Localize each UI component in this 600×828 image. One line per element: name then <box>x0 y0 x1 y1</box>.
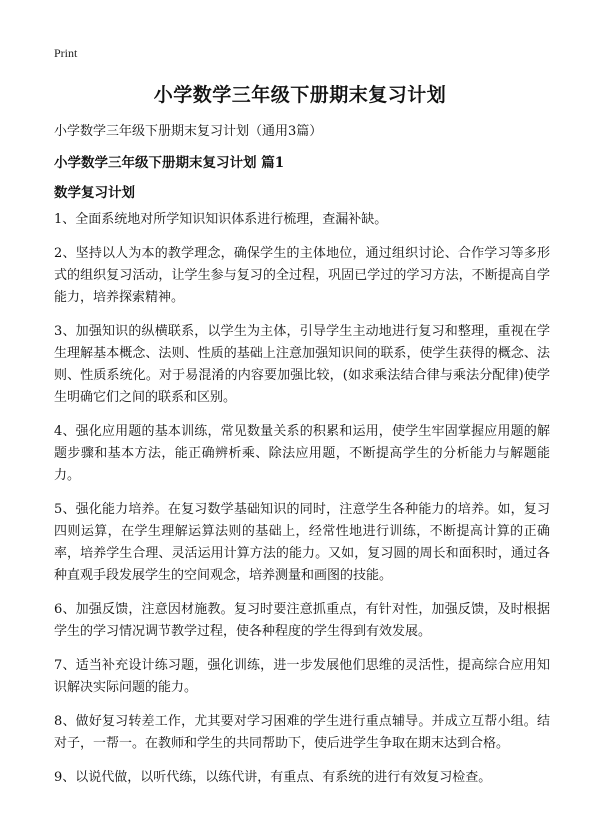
plan-item-5: 5、强化能力培养。在复习数学基础知识的同时，注意学生各种能力的培养。如，复习四则运算，在学生理解运算法则的基础上，经常性地进行训练，不断提高计算的正确率，培养学生合理、灵活运用计算方法的能力。又如，复习圆的周长和面积时，通过各种直观手段发展学生的空间观念，培养测量和画图的技能。 <box>54 502 550 583</box>
plan-items-list <box>54 209 550 801</box>
document-subtitle: 小学数学三年级下册期末复习计划（通用3篇） <box>54 124 323 139</box>
plan-item-4: 4、强化应用题的基本训练，常见数量关系的积累和运用，使学生牢固掌握应用题的解题步骤和基本方法，能正确辨析乘、除法应用题，不断提高学生的分析能力与解题能力。 <box>54 424 550 483</box>
plan-item-3: 3、加强知识的纵横联系，以学生为主体，引导学生主动地进行复习和整理，重视在学生理解基本概念、法则、性质的基础上注意加强知识间的联系，使学生获得的概念、法则、性质系统化。对于易混淆的内容要加强比较，(如求乘法结合律与乘法分配律)使学生明确它们之间的联系和区别。 <box>54 324 550 405</box>
sub-heading: 数学复习计划 <box>54 185 135 201</box>
plan-item-2: 2、坚持以人为本的教学理念，确保学生的主体地位，通过组织讨论、合作学习等多形式的组织复习活动，让学生参与复习的全过程，巩固已学过的学习方法，不断提高自学能力，培养探索精神。 <box>54 246 550 305</box>
plan-item-7: 7、适当补充设计练习题，强化训练，进一步发展他们思维的灵活性，提高综合应用知识解决实际问题的能力。 <box>54 658 550 695</box>
plan-item-6: 6、加强反馈，注意因材施教。复习时要注意抓重点，有针对性，加强反馈，及时根据学生的学习情况调节教学过程，使各种程度的学生得到有效发展。 <box>54 602 550 639</box>
plan-item-9: 9、以说代做，以听代练，以练代讲，有重点、有系统的进行有效复习检查。 <box>54 770 492 785</box>
plan-item-8: 8、做好复习转差工作，尤其要对学习困难的学生进行重点辅导。并成立互帮小组。结对子，一帮一。在教师和学生的共同帮助下，使后进学生争取在期末达到合格。 <box>54 714 550 751</box>
section-title: 小学数学三年级下册期末复习计划 篇1 <box>54 155 285 171</box>
print-label[interactable]: Print <box>54 46 78 60</box>
plan-item-1: 1、全面系统地对所学知识知识体系进行梳理，查漏补缺。 <box>54 212 388 227</box>
document-title: 小学数学三年级下册期末复习计划 <box>153 84 447 106</box>
